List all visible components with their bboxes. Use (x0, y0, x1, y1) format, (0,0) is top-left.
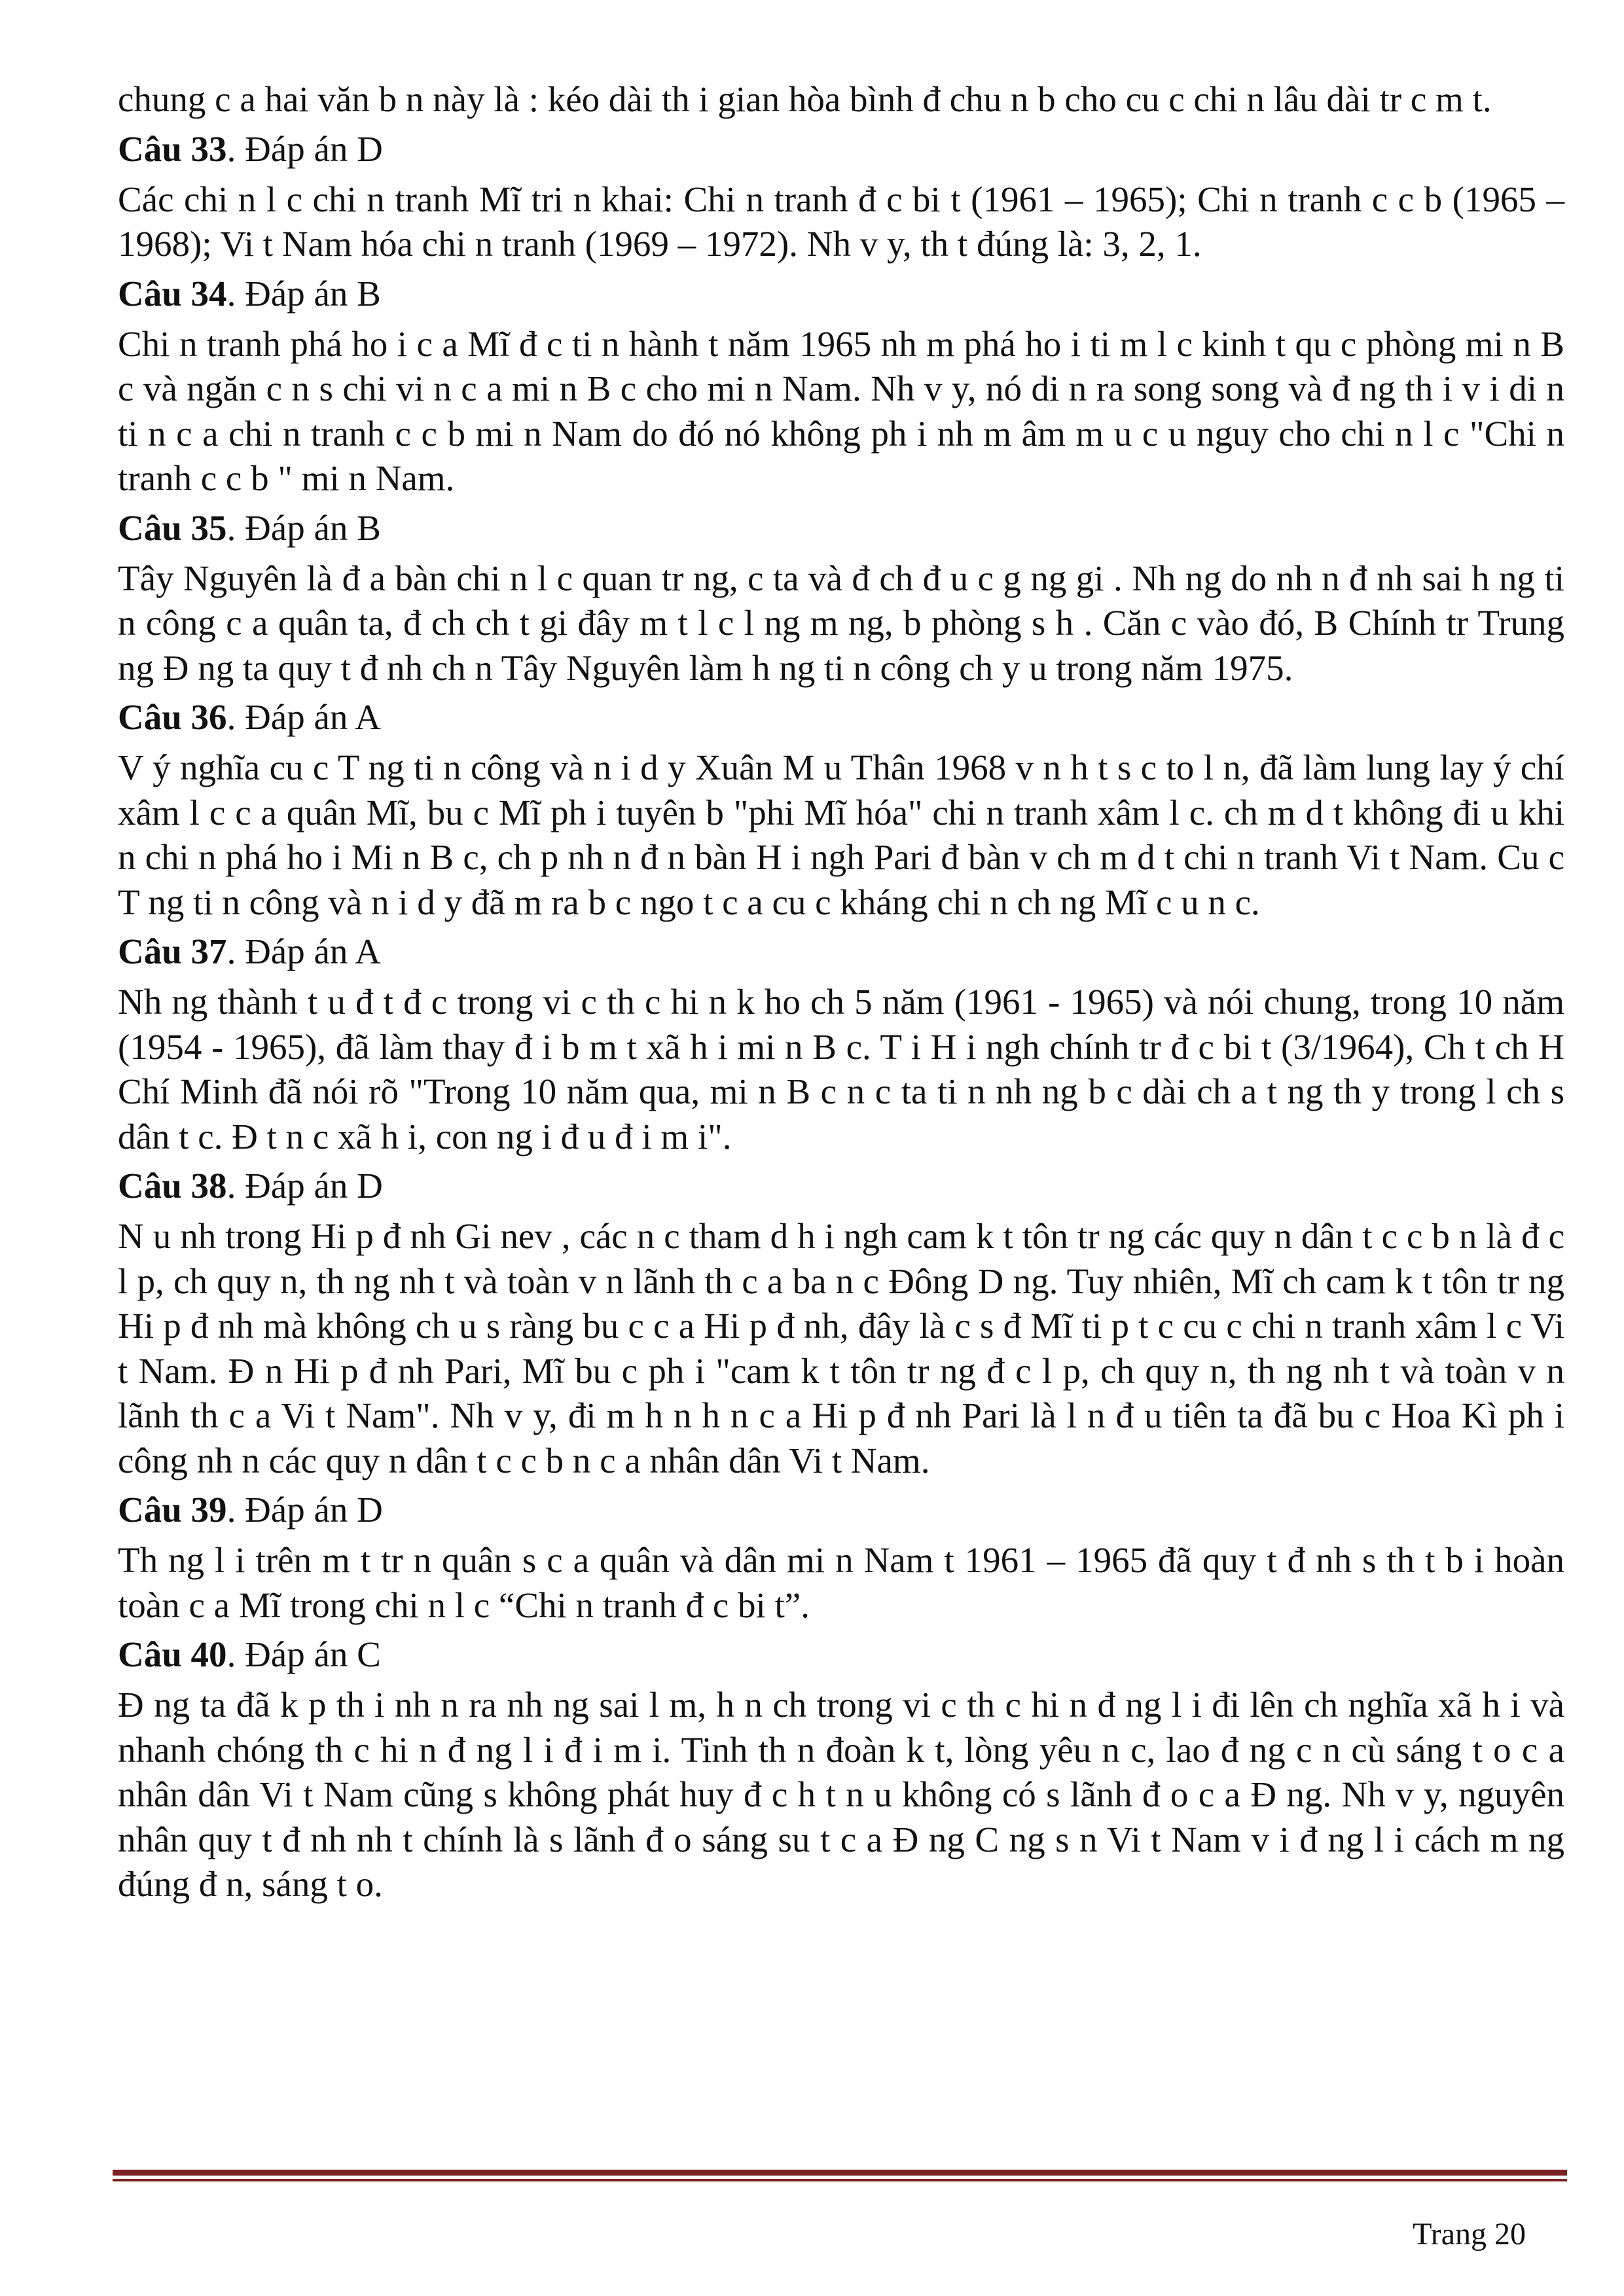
page-number: Trang 20 (1413, 2217, 1526, 2251)
question-answer: . Đáp án C (226, 1634, 381, 1674)
explanation-paragraph-39: Th ng l i trên m t tr n quân s c a quân và dân mi n Nam t 1961 – 1965 đã quy t đ nh s th t b i hoàn toàn c a Mĩ trong chi n l c “Chi n tranh đ c bi t”. (118, 1540, 1564, 1625)
question-answer: . Đáp án D (226, 1490, 383, 1530)
question-heading-33 (118, 128, 1564, 171)
question-heading-36 (118, 696, 1564, 739)
question-heading-34 (118, 272, 1564, 315)
question-answer: . Đáp án A (226, 697, 381, 737)
question-number: Câu 34 (118, 273, 227, 314)
footer-rule-thick (113, 2170, 1567, 2176)
question-heading-37 (118, 930, 1564, 973)
question-number: Câu 35 (118, 507, 227, 548)
explanation-paragraph-36: V ý nghĩa cu c T ng ti n công và n i d y Xuân M u Thân 1968 v n h t s c to l n, đã làm lung lay ý chí xâm l c c a quân Mĩ, bu c Mĩ ph i tuyên b "phi Mĩ hóa" chi n tranh xâm l c. ch m d t không đi u khi n chi n phá ho i Mi n B c, ch p nh n đ n bàn H i ngh Pari đ bàn v ch m d t chi n tranh Vi t Nam. Cu c T ng ti n công và n i d y đã m ra b c ngo t c a cu c kháng chi n ch ng Mĩ c u n c. (118, 747, 1564, 922)
explanation-paragraph-34: Chi n tranh phá ho i c a Mĩ đ c ti n hành t năm 1965 nh m phá ho i ti m l c kinh t qu c phòng mi n B c và ngăn c n s chi vi n c a mi n B c cho mi n Nam. Nh v y, nó di n ra song song và đ ng th i v i di n ti n c a chi n tranh c c b mi n Nam do đó nó không ph i nh m âm m u c u nguy cho chi n l c "Chi n tranh c c b " mi n Nam. (118, 323, 1564, 498)
continuation-paragraph: chung c a hai văn b n này là : kéo dài th i gian hòa bình đ chu n b cho cu c chi n lâu dài tr c m t. (118, 79, 1492, 119)
question-number: Câu 39 (118, 1490, 227, 1530)
question-number: Câu 33 (118, 128, 227, 169)
question-heading-39 (118, 1488, 1564, 1532)
explanation-paragraph-37: Nh ng thành t u đ t đ c trong vi c th c hi n k ho ch 5 năm (1961 - 1965) và nói chung, trong 10 năm (1954 - 1965), đã làm thay đ i b m t xã h i mi n B c. T i H i ngh chính tr đ c bi t (3/1964), Ch t ch H Chí Minh đã nói rõ "Trong 10 năm qua, mi n B c n c ta ti n nh ng b c dài ch a t ng th y trong l ch s dân t c. Đ t n c xã h i, con ng i đ u đ i m i". (118, 982, 1564, 1157)
question-heading-38 (118, 1164, 1564, 1208)
footer-rule-thin (113, 2179, 1567, 2181)
explanation-paragraph-38: N u nh trong Hi p đ nh Gi nev , các n c tham d h i ngh cam k t tôn tr ng các quy n dân t c c b n là đ c l p, ch quy n, th ng nh t và toàn v n lãnh th c a ba n c Đông D ng. Tuy nhiên, Mĩ ch cam k t tôn tr ng Hi p đ nh mà không ch u s ràng bu c c a Hi p đ nh, đây là c s đ Mĩ ti p t c cu c chi n tranh xâm l c Vi t Nam. Đ n Hi p đ nh Pari, Mĩ bu c ph i "cam k t tôn tr ng đ c l p, ch quy n, th ng nh t và toàn v n lãnh th c a Vi t Nam". Nh v y, đi m h n h n c a Hi p đ nh Pari là l n đ u tiên ta đã bu c Hoa Kì ph i công nh n các quy n dân t c c b n c a nhân dân Vi t Nam. (118, 1216, 1564, 1480)
question-answer: . Đáp án D (226, 1166, 383, 1206)
question-answer: . Đáp án D (226, 128, 383, 169)
question-heading-40 (118, 1633, 1564, 1676)
question-number: Câu 40 (118, 1634, 227, 1674)
document-body (118, 77, 1564, 1912)
question-heading-35 (118, 507, 1564, 550)
question-number: Câu 38 (118, 1166, 227, 1206)
question-number: Câu 36 (118, 697, 227, 737)
explanation-paragraph-33: Các chi n l c chi n tranh Mĩ tri n khai: Chi n tranh đ c bi t (1961 – 1965); Chi n tranh c c b (1965 – 1968); Vi t Nam hóa chi n tranh (1969 – 1972). Nh v y, th t đúng là: 3, 2, 1. (118, 179, 1564, 264)
question-answer: . Đáp án B (226, 507, 381, 548)
question-answer: . Đáp án B (226, 273, 381, 314)
explanation-paragraph-40: Đ ng ta đã k p th i nh n ra nh ng sai l m, h n ch trong vi c th c hi n đ ng l i đi lên ch nghĩa xã h i và nhanh chóng th c hi n đ ng l i đ i m i. Tinh th n đoàn k t, lòng yêu n c, lao đ ng c n cù sáng t o c a nhân dân Vi t Nam cũng s không phát huy đ c h t n u không có s lãnh đ o c a Đ ng. Nh v y, nguyên nhân quy t đ nh nh t chính là s lãnh đ o sáng su t c a Đ ng C ng s n Vi t Nam v i đ ng l i cách m ng đúng đ n, sáng t o. (118, 1685, 1564, 1904)
question-answer: . Đáp án A (226, 931, 381, 971)
question-number: Câu 37 (118, 931, 227, 971)
footer-divider (113, 2170, 1567, 2181)
explanation-paragraph-35: Tây Nguyên là đ a bàn chi n l c quan tr ng, c ta và đ ch đ u c g ng gi . Nh ng do nh n đ nh sai h ng ti n công c a quân ta, đ ch ch t gi đây m t l c l ng m ng, b phòng s h . Căn c vào đó, B Chính tr Trung ng Đ ng ta quy t đ nh ch n Tây Nguyên làm h ng ti n công ch y u trong năm 1975. (118, 558, 1564, 688)
